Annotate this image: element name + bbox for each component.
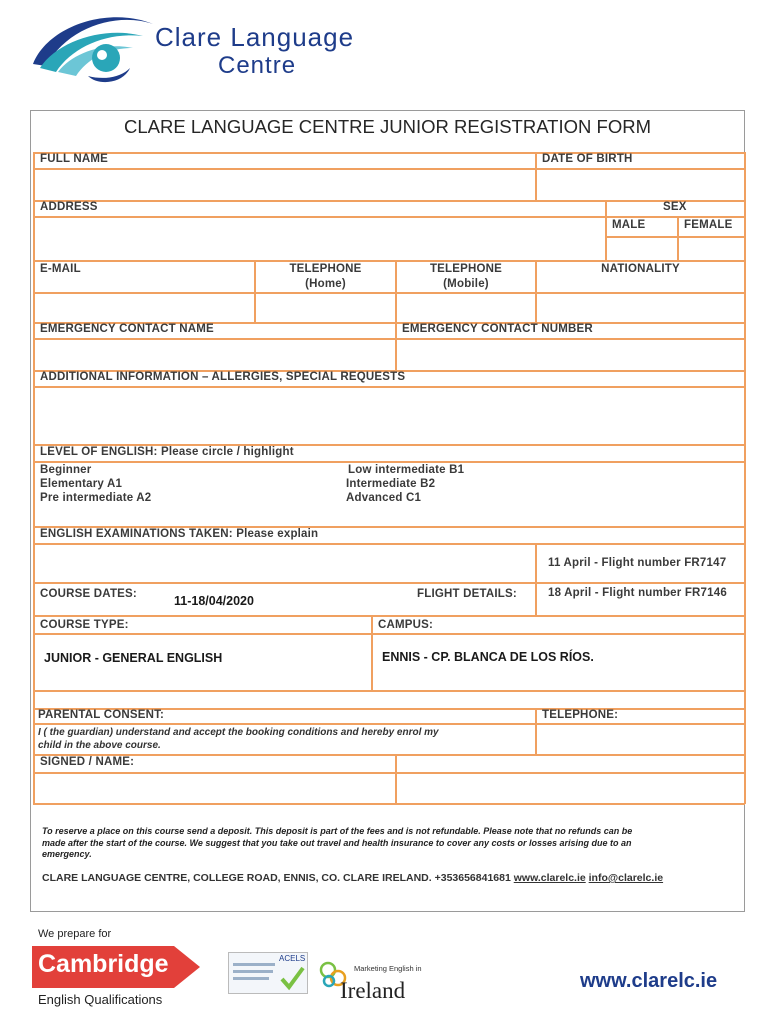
level-option[interactable]: Intermediate B2 (346, 478, 436, 490)
nationality-field[interactable] (537, 294, 744, 322)
course-type-value: JUNIOR - GENERAL ENGLISH (44, 651, 223, 665)
cambridge-text: Cambridge (38, 950, 169, 978)
grid-line (33, 633, 745, 635)
additional-info-label: ADDITIONAL INFORMATION – ALLERGIES, SPECIAL REQUESTS (40, 371, 406, 383)
signature-field[interactable] (35, 774, 394, 803)
course-dates-value: 11-18/04/2020 (174, 594, 254, 608)
emergency-name-field[interactable] (35, 340, 394, 370)
additional-info-field[interactable] (35, 388, 744, 444)
female-option[interactable]: FEMALE (684, 219, 733, 231)
level-of-english-label: LEVEL OF ENGLISH: Please circle / highlight (40, 446, 294, 458)
telephone-home-sub: (Home) (305, 278, 346, 290)
date-of-birth-label: DATE OF BIRTH (542, 153, 633, 165)
flight-2-value: 18 April - Flight number FR7146 (548, 587, 727, 599)
parent-telephone-field[interactable] (537, 725, 744, 754)
level-option[interactable]: Elementary A1 (40, 478, 123, 490)
emergency-name-label: EMERGENCY CONTACT NAME (40, 323, 214, 335)
grid-line (605, 236, 745, 238)
nationality-label: NATIONALITY (601, 263, 680, 275)
cambridge-logo (32, 946, 202, 988)
consent-text-line1: I ( the guardian) understand and accept the booking conditions and hereby enrol my (38, 727, 439, 738)
sex-label: SEX (663, 201, 687, 213)
telephone-label: TELEPHONE: (542, 709, 619, 721)
grid-line (33, 754, 745, 756)
contact-address: CLARE LANGUAGE CENTRE, COLLEGE ROAD, ENNIS, CO. CLARE IRELAND. +353656841681 (42, 872, 511, 884)
form-title: CLARE LANGUAGE CENTRE JUNIOR REGISTRATION FORM (124, 116, 651, 137)
signed-name-label: SIGNED / NAME: (40, 756, 135, 768)
telephone-home-field[interactable] (256, 294, 394, 322)
full-name-field[interactable] (35, 170, 534, 200)
contact-website-link[interactable]: www.clarelc.ie (513, 872, 586, 884)
campus-label: CAMPUS: (378, 619, 434, 631)
campus-value: ENNIS - CP. BLANCA DE LOS RÍOS. (382, 650, 594, 664)
exams-taken-field[interactable] (35, 545, 534, 582)
emergency-number-field[interactable] (397, 340, 744, 370)
contact-email-link[interactable]: info@clarelc.ie (588, 872, 664, 884)
emergency-number-label: EMERGENCY CONTACT NUMBER (402, 323, 593, 335)
level-option[interactable]: Beginner (40, 464, 92, 476)
clare-logo (28, 6, 158, 90)
acels-text: ACELS (279, 954, 306, 963)
flight-details-label: FLIGHT DETAILS: (417, 588, 517, 600)
marketing-text: Marketing English in (354, 964, 422, 973)
parental-consent-label: PARENTAL CONSENT: (38, 709, 165, 721)
level-option[interactable]: Low intermediate B1 (348, 464, 465, 476)
grid-line (33, 690, 745, 692)
logo-title-line1: Clare Language (155, 22, 355, 52)
address-field[interactable] (35, 218, 604, 260)
level-option[interactable]: Advanced C1 (346, 492, 422, 504)
marketing-ireland-logo (318, 954, 428, 1006)
course-type-label: COURSE TYPE: (40, 619, 129, 631)
checkmark-icon (279, 965, 305, 991)
telephone-mobile-label: TELEPHONE (429, 263, 503, 275)
consent-text-line2: child in the above course. (38, 740, 161, 751)
grid-line (677, 216, 679, 262)
email-label: E-MAIL (40, 263, 81, 275)
full-name-label: FULL NAME (40, 153, 109, 165)
grid-line (744, 152, 746, 804)
exams-taken-label: ENGLISH EXAMINATIONS TAKEN: Please explain (40, 528, 319, 540)
telephone-mobile-sub: (Mobile) (443, 278, 489, 290)
acels-badge (228, 952, 308, 994)
grid-line (33, 260, 745, 262)
level-option[interactable]: Pre intermediate A2 (40, 492, 152, 504)
grid-line (33, 461, 745, 463)
grid-line (605, 200, 607, 262)
telephone-home-label: TELEPHONE (289, 263, 362, 275)
deposit-note-line1: To reserve a place on this course send a deposit. This deposit is part of the fees and is not refundable. Please note that no refunds can be (42, 826, 633, 836)
email-field[interactable] (35, 294, 253, 322)
grid-line (371, 615, 373, 692)
address-label: ADDRESS (40, 201, 98, 213)
grid-line (33, 582, 745, 584)
we-prepare-text: We prepare for (38, 928, 112, 940)
grid-line (33, 803, 745, 805)
website-link[interactable]: www.clarelc.ie (580, 970, 718, 992)
contact-line (42, 872, 663, 884)
deposit-note-line3: emergency. (42, 849, 92, 859)
eye-swirl-icon (28, 6, 158, 90)
grid-line (535, 543, 537, 617)
male-option[interactable]: MALE (612, 219, 646, 231)
english-qualifications-text: English Qualifications (38, 992, 163, 1007)
grid-line (33, 200, 745, 202)
date-of-birth-field[interactable] (537, 170, 744, 200)
course-dates-label: COURSE DATES: (40, 588, 137, 600)
logo-title-line2: Centre (218, 52, 297, 79)
deposit-note-line2: made after the start of the course. We suggest that you take out travel and health insurance to cover any costs or losses arising due to an (42, 837, 632, 848)
grid-line (33, 615, 745, 617)
name-field[interactable] (397, 774, 744, 803)
ireland-text: Ireland (340, 978, 406, 1003)
telephone-mobile-field[interactable] (397, 294, 534, 322)
flight-1-value: 11 April - Flight number FR7147 (548, 557, 727, 569)
grid-line (33, 152, 745, 154)
deposit-note (42, 826, 737, 861)
